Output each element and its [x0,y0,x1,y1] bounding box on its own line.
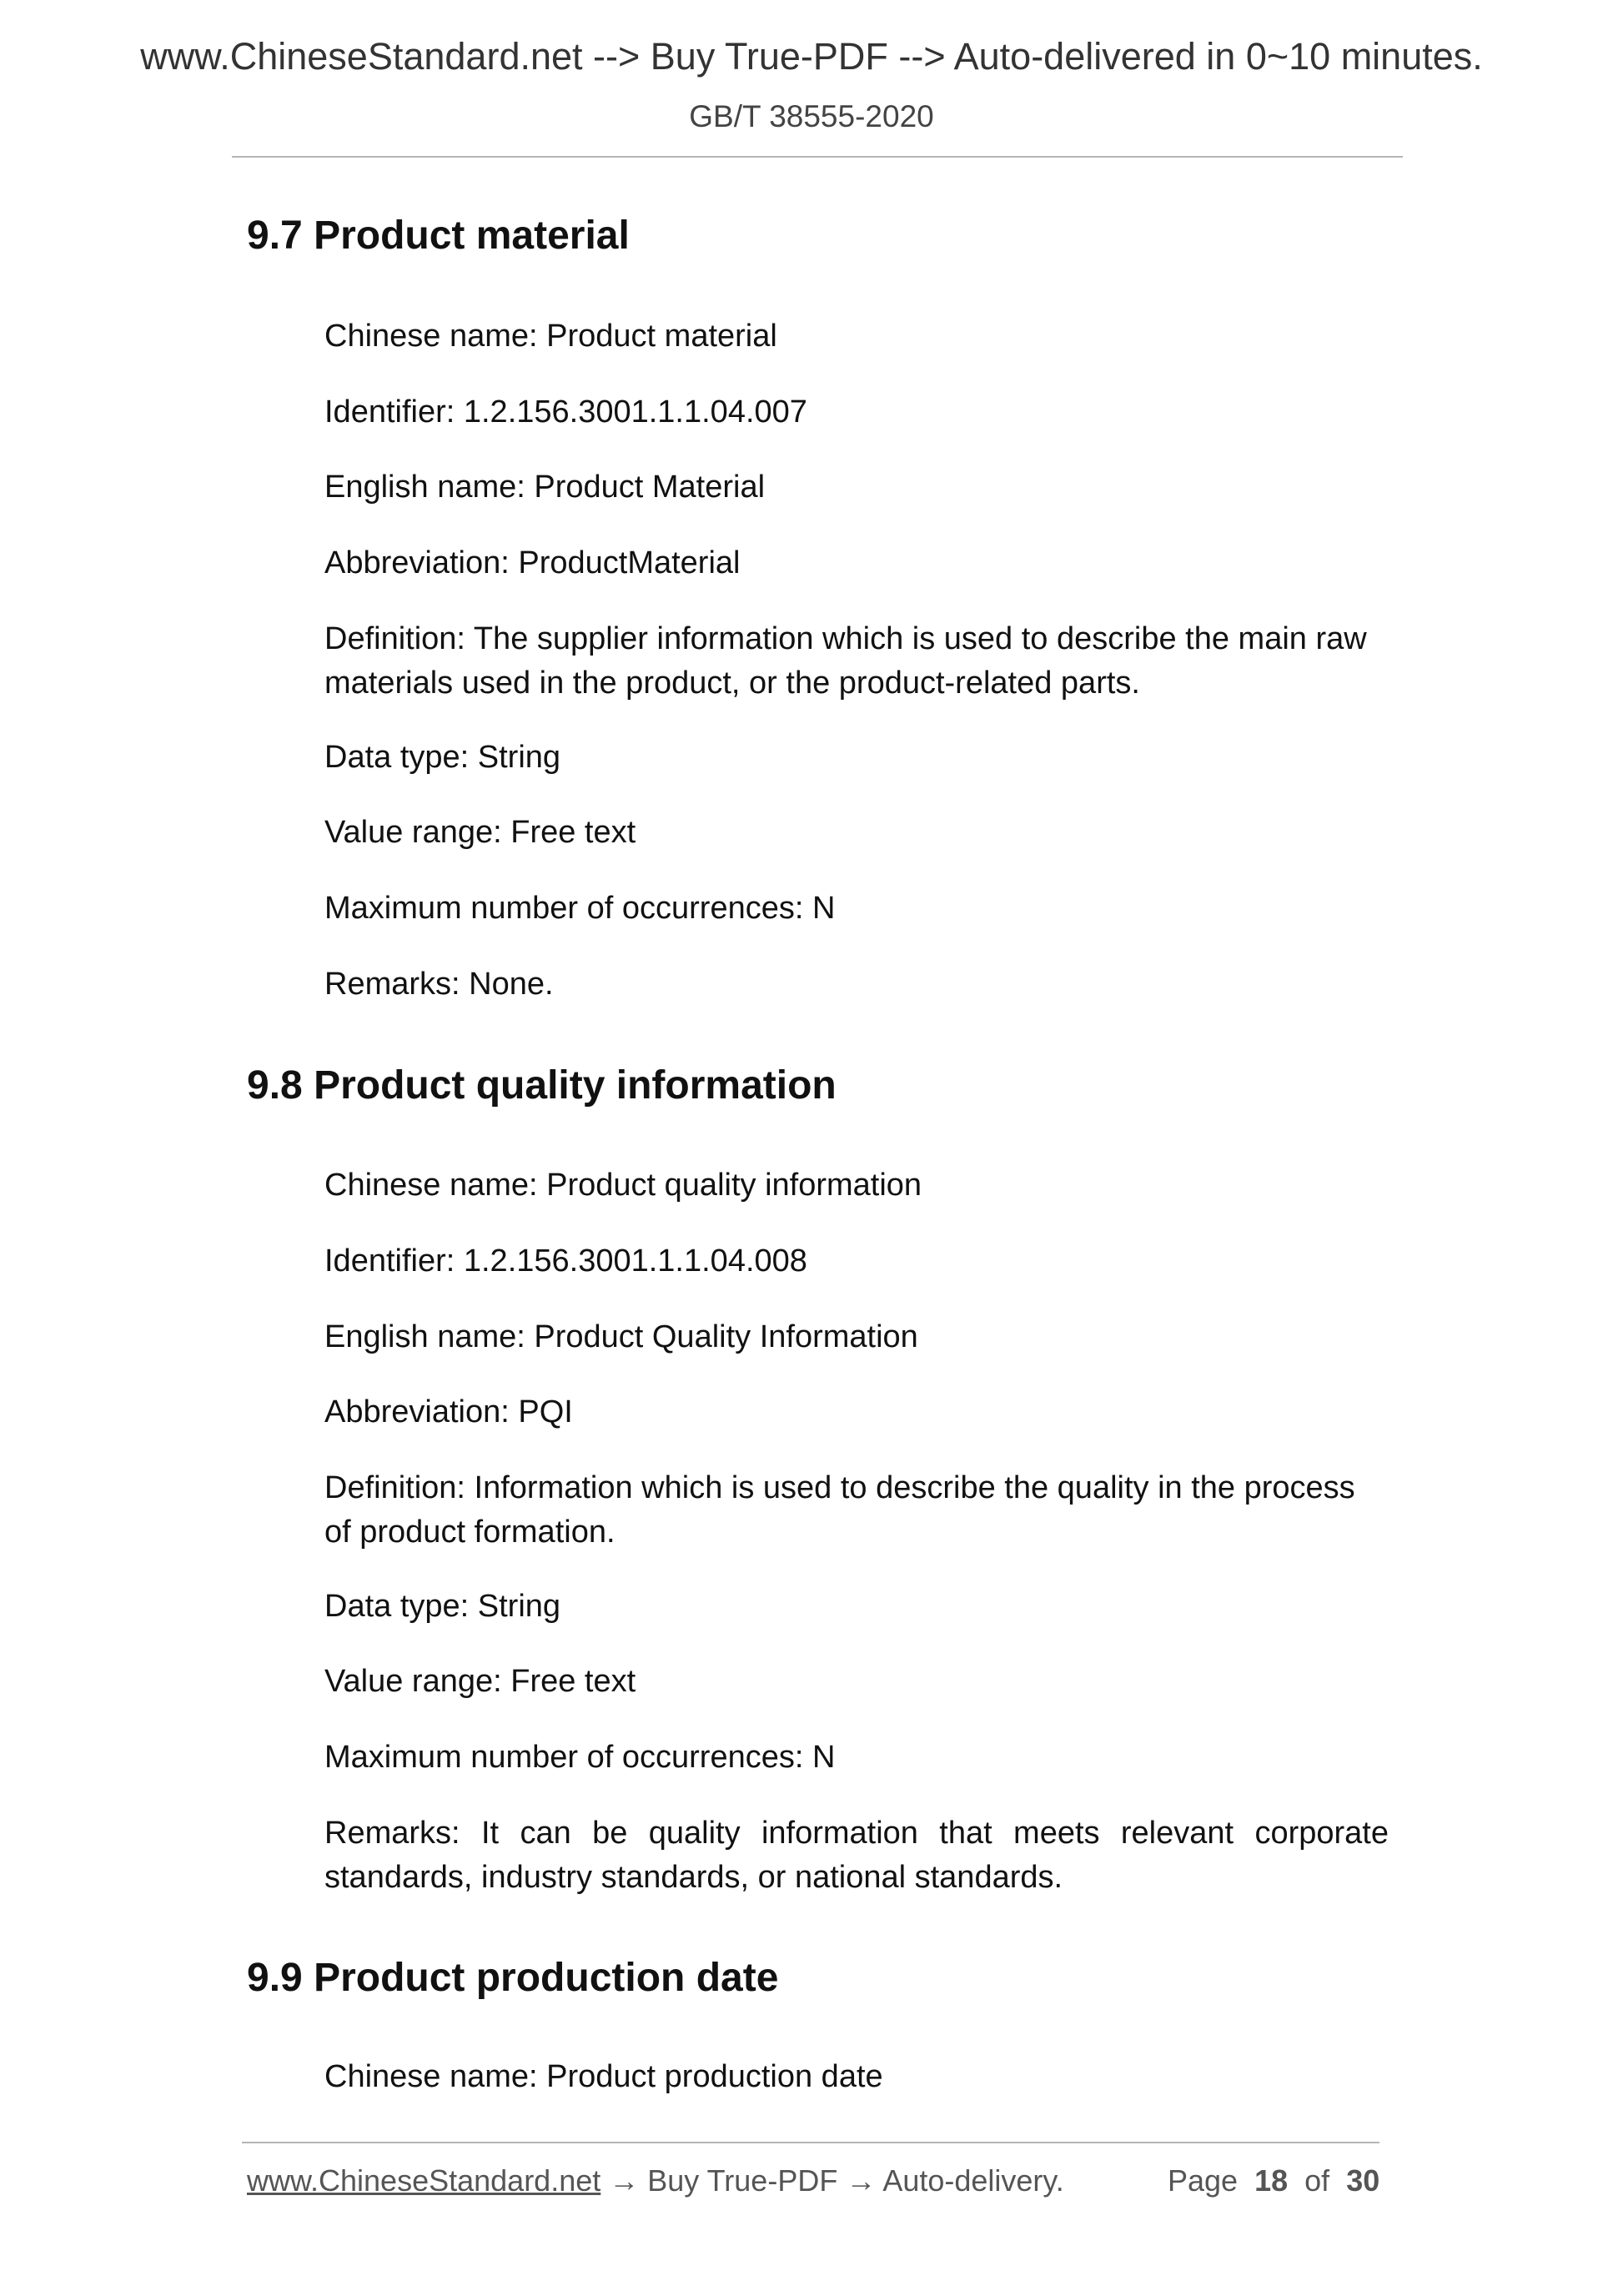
field-chinese-name: Chinese name: Product production date [324,2059,883,2094]
standard-code: GB/T 38555-2020 [689,99,934,133]
field-value-range: Value range: Free text [324,815,636,850]
field-remarks: Remarks: It can be quality information that meets relevant corporate standards, industry standards, or national standards. [324,1816,1389,1895]
field-identifier: Identifier: 1.2.156.3001.1.1.04.007 [324,394,807,430]
page-label: Page [1168,2163,1239,2198]
section-heading-9-8: 9.8 Product quality information [247,1063,837,1108]
field-remarks: Remarks: None. [324,967,554,1002]
page-of-label: of [1304,2163,1330,2198]
field-chinese-name: Chinese name: Product material [324,319,777,354]
section-heading-9-7: 9.7 Product material [247,214,630,258]
field-english-name: English name: Product Material [324,470,766,505]
field-english-name: English name: Product Quality Information [324,1319,918,1354]
field-abbreviation: Abbreviation: PQI [324,1394,573,1429]
section-heading-9-9: 9.9 Product production date [247,1956,779,2000]
field-definition: Definition: Information which is used to describe the quality in the process of product formation. [324,1470,1355,1550]
field-definition: Definition: The supplier information which is used to describe the main raw materials used in the product, or the product-related parts. [324,621,1367,701]
header-banner: www.ChineseStandard.net --> Buy True-PDF --> Auto-delivered in 0~10 minutes. [140,35,1483,78]
footer-site-link[interactable]: www.ChineseStandard.net [247,2163,601,2198]
field-data-type: Data type: String [324,1589,561,1624]
footer-promo [247,2160,1064,2202]
page-number: 18 [1254,2163,1289,2198]
field-data-type: Data type: String [324,740,561,775]
footer-promo-text: → Buy True-PDF → Auto-delivery. [600,2163,1064,2198]
header-divider [232,156,1403,158]
field-abbreviation: Abbreviation: ProductMaterial [324,545,741,580]
field-max-occurrences: Maximum number of occurrences: N [324,1740,836,1775]
page-indicator [1168,2160,1379,2202]
field-chinese-name: Chinese name: Product quality information [324,1168,922,1203]
field-value-range: Value range: Free text [324,1664,636,1699]
field-max-occurrences: Maximum number of occurrences: N [324,891,836,926]
page-total: 30 [1346,2163,1380,2198]
field-identifier: Identifier: 1.2.156.3001.1.1.04.008 [324,1243,807,1279]
footer-divider [242,2142,1379,2143]
